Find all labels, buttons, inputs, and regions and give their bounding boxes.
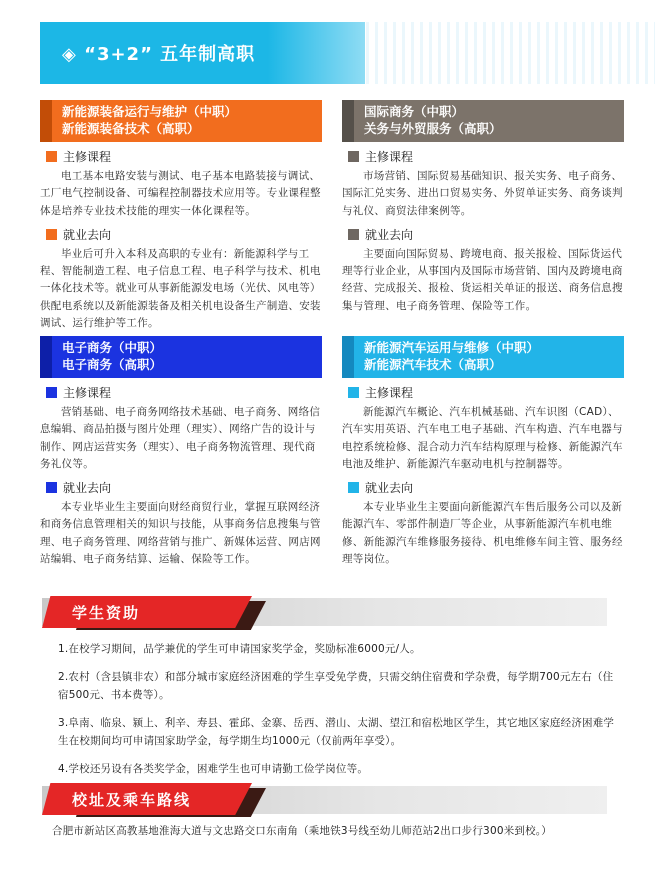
aid-section-tab: [42, 596, 262, 628]
program-trade-title-higher: 关务与外贸服务（高职）: [364, 121, 502, 136]
square-bullet-icon: [348, 387, 359, 398]
aid-list: [58, 640, 618, 788]
square-bullet-icon: [348, 229, 359, 240]
program-energy-title-secondary: 新能源装备运行与维护（中职）: [62, 104, 238, 119]
square-bullet-icon: [46, 387, 57, 398]
program-ecommerce: [40, 336, 322, 568]
aid-item-1: 1.在校学习期间，品学兼优的学生可申请国家奖学金，奖励标准6000元/人。: [58, 643, 421, 655]
course-text: 新能源汽车概论、汽车机械基础、汽车识图（CAD）、汽车实用英语、汽车电工电子基础、汽车构造、汽车电器与电控系统检修、混合动力汽车结构原理与检修、新能源汽车电池及维护、新能源汽车驱动电机与控制器等。: [342, 406, 623, 470]
job-heading: 就业去向: [348, 479, 624, 496]
course-heading: 主修课程: [348, 384, 624, 401]
aid-item-3: 3.阜南、临泉、颍上、利辛、寿县、霍邱、金寨、岳西、潜山、太湖、望江和宿松地区学生，其它地区家庭经济困难学生在校期间均可申请国家助学金，每学期生均1000元（仅前两年享受）。: [58, 717, 615, 747]
program-energy-header: [40, 100, 322, 142]
program-auto: [342, 336, 624, 568]
job-text: 本专业毕业生主要面向新能源汽车售后服务公司以及新能源汽车、零部件制造厂等企业，从事新能源汽车机电维修、新能源汽车维修服务接待、机电维修车间主管、服务经理等岗位。: [342, 501, 623, 566]
job-text: 毕业后可升入本科及高职的专业有：新能源科学与工程、智能制造工程、电子信息工程、电子科学与技术、机电一体化技术等。就业可从事新能源发电场（光伏、风电等）供配电系统以及新能源装备及相关机电设备生产制造、安装调试、运行维护等工作。: [40, 247, 321, 330]
square-bullet-icon: [46, 482, 57, 493]
job-heading: 就业去向: [46, 226, 322, 243]
square-bullet-icon: [348, 482, 359, 493]
program-energy-title-higher: 新能源装备技术（高职）: [62, 121, 200, 136]
program-auto-header: [342, 336, 624, 378]
aid-title: 学生资助: [72, 603, 141, 622]
job-text: 主要面向国际贸易、跨境电商、报关报检、国际货运代理等行业企业，从事国内及国际市场营销、国内及跨境电商经营、完成报关、报检、货运相关单证的报送、商务信息搜集与管理、电子商务管理、保险等工作。: [342, 247, 623, 312]
program-auto-title-secondary: 新能源汽车运用与维修（中职）: [364, 340, 540, 355]
program-trade-title-secondary: 国际商务（中职）: [364, 104, 465, 119]
square-bullet-icon: [46, 151, 57, 162]
course-text: 营销基础、电子商务网络技术基础、电子商务、网络信息编辑、商品拍摄与图片处理（理实）、网络广告的设计与制作、网店运营实务（理实）、电子商务物流管理、现代商务礼仪等。: [40, 406, 321, 470]
aid-item-2: 2.农村（含县镇非农）和部分城市家庭经济困难的学生享受免学费，只需交纳住宿费和学杂费，每学期700元左右（住宿500元、书本费等）。: [58, 671, 614, 701]
banner-stripes: [330, 22, 655, 84]
job-text: 本专业毕业生主要面向财经商贸行业，掌握互联网经济和商务信息管理相关的知识与技能，从事商务信息搜集与管理、电子商务管理、网络营销与推广、新媒体运营、网店网站编辑、电子商务结算、运输、保险等工作。: [40, 501, 321, 566]
program-banner: [40, 22, 365, 84]
program-trade: [342, 100, 624, 315]
program-ecommerce-title-secondary: 电子商务（中职）: [62, 340, 163, 355]
square-bullet-icon: [46, 229, 57, 240]
aid-item-4: 4.学校还另设有各类奖学金，困难学生也可申请勤工俭学岗位等。: [58, 763, 369, 775]
job-heading: 就业去向: [46, 479, 322, 496]
course-heading: 主修课程: [46, 384, 322, 401]
course-heading: 主修课程: [348, 148, 624, 165]
route-section-tab: [42, 783, 262, 815]
program-ecommerce-header: [40, 336, 322, 378]
route-title: 校址及乘车路线: [72, 790, 192, 809]
program-trade-header: [342, 100, 624, 142]
program-auto-title-higher: 新能源汽车技术（高职）: [364, 357, 502, 372]
program-ecommerce-title-higher: 电子商务（高职）: [62, 357, 163, 372]
job-heading: 就业去向: [348, 226, 624, 243]
program-energy: [40, 100, 322, 332]
square-bullet-icon: [348, 151, 359, 162]
course-text: 市场营销、国际贸易基础知识、报关实务、电子商务、国际汇兑实务、进出口贸易实务、外贸单证实务、商务谈判与礼仪、商贸法律案例等。: [342, 170, 623, 217]
course-text: 电工基本电路安装与测试、电子基本电路装接与调试、工厂电气控制设备、可编程控制器技术应用等。专业课程整体是培养专业技术技能的理实一体化课程等。: [40, 170, 321, 217]
banner-title: ◈ “3+2” 五年制高职: [62, 44, 256, 65]
school-address: 合肥市新站区高教基地淮海大道与文忠路交口东南角（乘地铁3号线至幼儿师范站2出口步行300米到校。）: [52, 825, 552, 837]
course-heading: 主修课程: [46, 148, 322, 165]
